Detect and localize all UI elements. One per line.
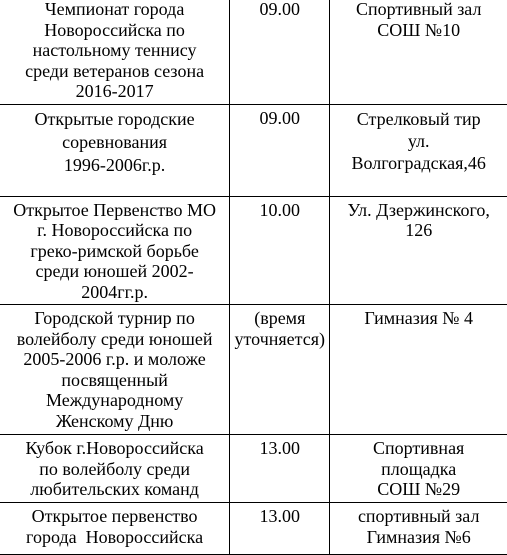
event-name-line: 2016-2017 [75, 81, 154, 101]
event-name-line: посвященный [61, 369, 168, 390]
event-name-cell [0, 196, 230, 305]
event-name-line: соревнования [62, 131, 168, 152]
event-name-line: Женскому Дню [55, 410, 174, 431]
event-name-cell [0, 104, 230, 196]
event-name-cell [0, 305, 230, 435]
event-name-line: греко-римской борьбе [30, 240, 199, 261]
event-place-line: 126 [405, 220, 433, 240]
event-place-line: Спортивная [373, 438, 465, 458]
event-place-line: площадка [381, 458, 457, 479]
event-place-cell [330, 196, 507, 305]
event-time-cell [230, 435, 330, 503]
event-place-line: Гимназия №6 [366, 526, 471, 547]
event-time: 09.00 [259, 107, 301, 128]
event-name-line: Новороссийска по [44, 19, 185, 40]
event-name-line: Открытые городские [34, 108, 195, 129]
event-name-line: волейболу среди юношей [16, 328, 213, 349]
event-place-cell [330, 503, 507, 555]
table-row [0, 305, 507, 435]
event-name-line: 2005-2006 г.р. и моложе [23, 349, 206, 369]
event-name-cell [0, 503, 230, 555]
event-place-cell [330, 104, 507, 196]
event-time: 13.00 [259, 506, 301, 526]
table-row [0, 104, 507, 196]
event-name-line: Городской турнир по [34, 308, 195, 328]
event-time-cell [230, 104, 330, 196]
event-place-line: СОШ №10 [377, 19, 461, 40]
table-row [0, 0, 507, 104]
event-place-cell [330, 0, 507, 104]
event-time-cell [230, 196, 330, 305]
table-row [0, 196, 507, 305]
event-time-cell [230, 0, 330, 104]
event-place-line: СОШ №29 [377, 479, 461, 499]
event-name-line: среди юношей 2002- [35, 261, 194, 281]
event-time: уточняется) [234, 328, 326, 349]
event-name-line: 1996-2006г.р. [63, 154, 166, 175]
event-name-line: среди ветеранов сезона [25, 60, 205, 81]
event-name-cell [0, 435, 230, 503]
event-place-line: Волгоградская,46 [351, 152, 486, 173]
event-place-line: Стрелковый тир [356, 108, 481, 129]
event-time: 09.00 [259, 0, 301, 19]
event-place-line: спортивный зал [357, 506, 480, 526]
event-time-cell [230, 305, 330, 435]
event-place-line: Спортивный зал [355, 0, 482, 19]
event-name-cell [0, 0, 230, 104]
event-place-line: Гимназия № 4 [364, 308, 473, 328]
event-name-line: любительских команд [30, 479, 199, 499]
event-name-line: Открытое первенство [31, 506, 198, 526]
table-row [0, 435, 507, 503]
event-name-line: настольному теннису [32, 40, 197, 60]
event-name-line: Международному [45, 390, 184, 410]
table-row [0, 503, 507, 555]
event-name-line: Чемпионат города [44, 0, 185, 19]
event-time: 10.00 [259, 199, 301, 220]
event-name-line: Кубок г.Новороссийска [25, 438, 204, 458]
event-name-line: г. Новороссийска по [37, 220, 193, 240]
event-place-cell [330, 305, 507, 435]
event-time: (время [254, 308, 306, 328]
event-time: 13.00 [259, 438, 301, 458]
event-name-line: Открытое Первенство МО [13, 199, 216, 220]
event-place-line: Ул. Дзержинского, [347, 199, 490, 220]
event-place-line: ул. [407, 130, 430, 151]
event-time-cell [230, 503, 330, 555]
event-name-line: 2004гг.р. [81, 281, 148, 302]
event-place-cell [330, 435, 507, 503]
event-name-line: по волейболу среди [39, 458, 190, 479]
event-name-line: города Новороссийска [26, 526, 204, 547]
